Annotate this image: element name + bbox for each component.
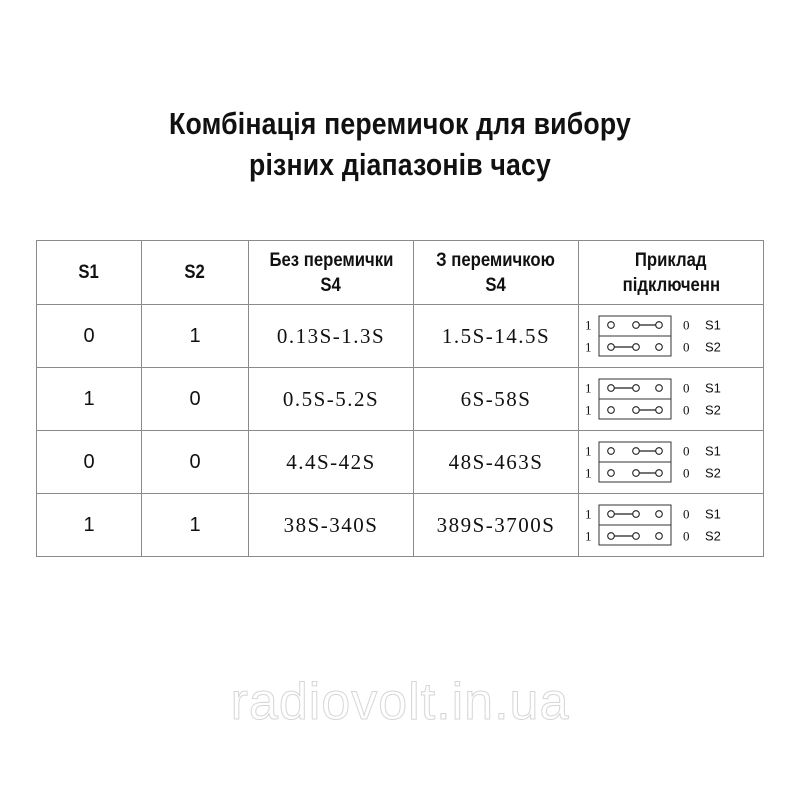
jumper-pin-connected [633, 322, 640, 329]
table-row [37, 368, 764, 431]
jumper-pin-open [608, 322, 615, 329]
cell-s2: 0 [142, 368, 249, 431]
cell-s1: 0 [37, 305, 142, 368]
table-row [37, 494, 764, 557]
jumper-pin-connected [633, 385, 640, 392]
jumper-pin-open [656, 344, 663, 351]
jumper-pin-connected [633, 448, 640, 455]
jumper-pin-connected [656, 470, 663, 477]
watermark: radiovolt.in.ua [230, 673, 570, 731]
cell-connection-example [579, 494, 764, 557]
jumper-diagram [579, 368, 763, 430]
jumper-pin-connected [608, 533, 615, 540]
jumper-switch-label: S1 [705, 380, 721, 396]
cell-no-jumper-range: 4.4S-42S [249, 431, 414, 494]
jumper-diagram [579, 305, 763, 367]
jumper-pin-connected [608, 385, 615, 392]
jumper-s1 [585, 444, 721, 459]
jumper-diagram [579, 431, 763, 493]
jumper-label-right: 0 [683, 506, 690, 522]
jumper-label-left: 1 [585, 528, 592, 544]
cell-s1: 1 [37, 494, 142, 557]
jumper-label-right: 0 [683, 443, 690, 459]
jumper-label-right: 0 [683, 528, 690, 544]
jumper-switch-label: S2 [705, 465, 721, 481]
jumper-pin-connected [633, 511, 640, 518]
header-s1: S1 [37, 241, 142, 305]
jumper-pin-connected [633, 407, 640, 414]
header-s2: S2 [142, 241, 249, 305]
jumper-pin-open [656, 385, 663, 392]
jumper-pin-connected [633, 470, 640, 477]
table-row [37, 305, 764, 368]
jumper-pin-connected [656, 407, 663, 414]
jumper-pin-open [608, 448, 615, 455]
jumper-label-left: 1 [585, 317, 592, 333]
jumper-switch-label: S1 [705, 443, 721, 459]
jumper-switch-label: S2 [705, 528, 721, 544]
cell-s2: 1 [142, 305, 249, 368]
jumper-label-right: 0 [683, 380, 690, 396]
jumper-pin-connected [633, 533, 640, 540]
jumper-switch-label: S1 [705, 317, 721, 333]
jumper-label-left: 1 [585, 380, 592, 396]
title-line-2: різних діапазонів часу [248, 147, 551, 182]
cell-connection-example [579, 431, 764, 494]
jumper-label-left: 1 [585, 465, 592, 481]
jumper-pin-open [608, 470, 615, 477]
jumper-table [36, 240, 764, 557]
title-line-1: Комбінація перемичок для вибору [169, 106, 631, 141]
jumper-label-right: 0 [683, 339, 690, 355]
jumper-label-left: 1 [585, 402, 592, 418]
jumper-switch-label: S1 [705, 506, 721, 522]
jumper-label-right: 0 [683, 317, 690, 333]
jumper-s1 [585, 318, 721, 333]
jumper-switch-label: S2 [705, 339, 721, 355]
jumper-pin-connected [608, 344, 615, 351]
cell-s1: 1 [37, 368, 142, 431]
jumper-label-left: 1 [585, 443, 592, 459]
cell-no-jumper-range: 0.13S-1.3S [249, 305, 414, 368]
table-header-row [37, 241, 764, 305]
jumper-diagram [579, 494, 763, 556]
cell-no-jumper-range: 0.5S-5.2S [249, 368, 414, 431]
jumper-label-right: 0 [683, 402, 690, 418]
page-title [56, 103, 744, 185]
cell-s2: 1 [142, 494, 249, 557]
jumper-s2 [585, 529, 721, 544]
jumper-s1 [585, 381, 721, 396]
cell-s2: 0 [142, 431, 249, 494]
table-row [37, 431, 764, 494]
cell-with-jumper-range: 48S-463S [414, 431, 579, 494]
jumper-pin-open [608, 407, 615, 414]
jumper-s1 [585, 507, 721, 522]
header-example: Приклад підключенн [579, 241, 764, 305]
jumper-pin-open [656, 533, 663, 540]
cell-with-jumper-range: 1.5S-14.5S [414, 305, 579, 368]
jumper-label-left: 1 [585, 339, 592, 355]
jumper-s2 [585, 340, 721, 355]
cell-with-jumper-range: 389S-3700S [414, 494, 579, 557]
jumper-label-right: 0 [683, 465, 690, 481]
jumper-s2 [585, 403, 721, 418]
cell-connection-example [579, 305, 764, 368]
cell-with-jumper-range: 6S-58S [414, 368, 579, 431]
cell-s1: 0 [37, 431, 142, 494]
jumper-pin-connected [656, 322, 663, 329]
jumper-switch-label: S2 [705, 402, 721, 418]
cell-no-jumper-range: 38S-340S [249, 494, 414, 557]
jumper-label-left: 1 [585, 506, 592, 522]
header-no-jumper: Без перемички S4 [249, 241, 414, 305]
jumper-pin-connected [633, 344, 640, 351]
cell-connection-example [579, 368, 764, 431]
jumper-pin-connected [656, 448, 663, 455]
jumper-s2 [585, 466, 721, 481]
jumper-pin-open [656, 511, 663, 518]
jumper-pin-connected [608, 511, 615, 518]
header-with-jumper: З перемичкою S4 [414, 241, 579, 305]
